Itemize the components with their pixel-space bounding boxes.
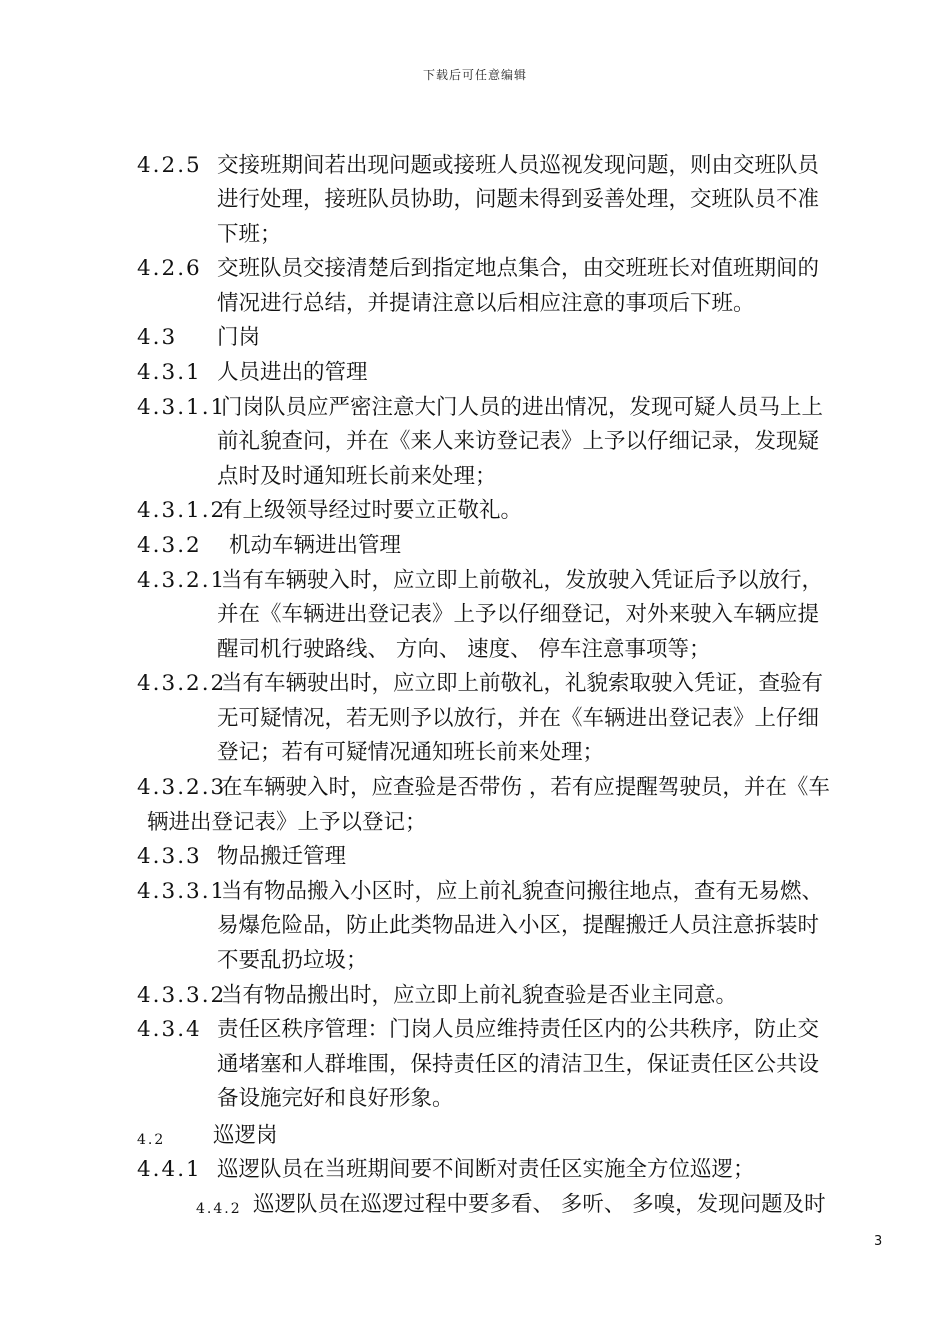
clause-text: 当有车辆驶出时，应立即上前敬礼，礼貌索取驶入凭证，查验有	[221, 671, 824, 696]
clause-text: 当有车辆驶入时，应立即上前敬礼，发放驶入凭证后予以放行，	[221, 568, 824, 593]
clause-number: 4.4.2	[196, 1201, 242, 1217]
clause-text: 点时及时通知班长前来处理；	[217, 464, 497, 489]
clause-number: 4.2.5	[137, 153, 202, 178]
clause-number: 4.3.2	[137, 533, 202, 558]
clause-text: 情况进行总结，并提请注意以后相应注意的事项后下班。	[217, 291, 755, 316]
clause-text: 通堵塞和人群堆围，保持责任区的清洁卫生，保证责任区公共设	[217, 1052, 820, 1077]
clause-text: 门岗队员应严密注意大门人员的进出情况，发现可疑人员马上上	[221, 395, 824, 420]
clause-text: 前礼貌查问，并在《来人来访登记表》上予以仔细记录，发现疑	[217, 429, 820, 454]
clause-number: 4.3.3.2	[137, 983, 227, 1008]
page-number: 3	[874, 1234, 883, 1249]
clause-text: 交班队员交接清楚后到指定地点集合，由交班班长对值班期间的	[217, 256, 820, 281]
clause-number: 4.3	[137, 325, 178, 350]
clause-text: 责任区秩序管理：门岗人员应维持责任区内的公共秩序，防止交	[217, 1017, 820, 1042]
clause-text: 易爆危险品，防止此类物品进入小区，提醒搬迁人员注意拆装时	[217, 913, 820, 938]
clause-number: 4.3.3.1	[137, 879, 227, 904]
clause-number: 4.3.2.2	[137, 671, 227, 696]
clause-number: 4.3.2.1	[137, 568, 227, 593]
clause-text: 下班；	[217, 222, 282, 247]
clause-text: 并在《车辆进出登记表》上予以仔细登记，对外来驶入车辆应提	[217, 602, 820, 627]
clause-number: 4.3.1	[137, 360, 202, 385]
clause-text: 辆进出登记表》上予以登记；	[147, 810, 427, 835]
clause-number: 4.2	[137, 1132, 166, 1148]
clause-text: 巡逻队员在当班期间要不间断对责任区实施全方位巡逻；	[217, 1157, 755, 1182]
clause-text: 机动车辆进出管理	[229, 533, 402, 558]
clause-number: 4.3.1.2	[137, 498, 227, 523]
clause-number: 4.3.2.3	[137, 775, 227, 800]
clause-text: 物品搬迁管理	[217, 844, 347, 869]
clause-text: 人员进出的管理	[217, 360, 368, 385]
clause-text: 门岗	[217, 325, 261, 350]
clause-number: 4.2.6	[137, 256, 202, 281]
clause-text: 有上级领导经过时要立正敬礼。	[221, 498, 523, 523]
clause-text: 登记；若有可疑情况通知班长前来处理；	[217, 740, 605, 765]
clause-text: 巡逻岗	[213, 1123, 278, 1148]
clause-text: 醒司机行驶路线、 方向、 速度、 停车注意事项等；	[217, 637, 711, 662]
clause-text: 当有物品搬入小区时，应上前礼貌查问搬往地点，查有无易燃、	[221, 879, 824, 904]
clause-text: 在车辆驶入时，应查验是否带伤 ，若有应提醒驾驶员，并在《车	[221, 775, 830, 800]
clause-text: 进行处理，接班队员协助，问题未得到妥善处理，交班队员不准	[217, 187, 820, 212]
clause-number: 4.3.3	[137, 844, 202, 869]
clause-text: 巡逻队员在巡逻过程中要多看、 多听、 多嗅，发现问题及时	[253, 1192, 826, 1217]
clause-text: 当有物品搬出时，应立即上前礼貌查验是否业主同意。	[221, 983, 738, 1008]
clause-number: 4.3.4	[137, 1017, 202, 1042]
clause-number: 4.3.1.1	[137, 395, 227, 420]
clause-text: 交接班期间若出现问题或接班人员巡视发现问题，则由交班队员	[217, 153, 820, 178]
clause-text: 备设施完好和良好形象。	[217, 1086, 454, 1111]
clause-text: 无可疑情况，若无则予以放行，并在《车辆进出登记表》上仔细	[217, 706, 820, 731]
clause-text: 不要乱扔垃圾；	[217, 948, 368, 973]
clause-number: 4.4.1	[137, 1157, 202, 1182]
page-header: 下载后可任意编辑	[422, 68, 527, 82]
